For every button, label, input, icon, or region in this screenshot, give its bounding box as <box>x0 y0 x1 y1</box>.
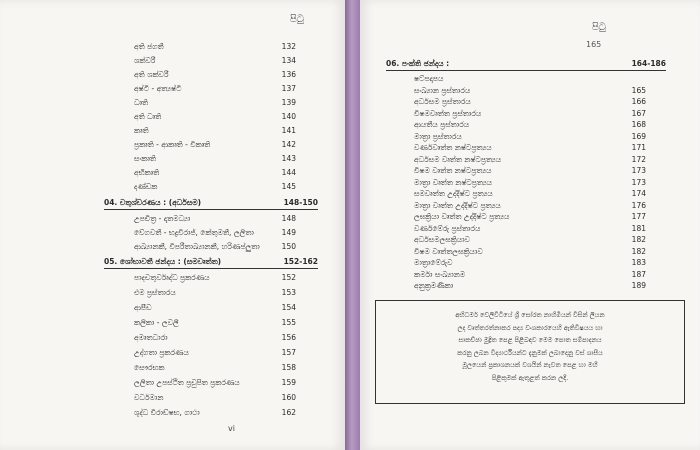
toc-entry-page: 143 <box>281 154 296 163</box>
toc-entry-page: 166 <box>631 97 646 106</box>
toc-entry <box>134 301 296 314</box>
toc-entry <box>414 279 646 292</box>
toc-entry-page: 148 <box>281 214 296 223</box>
toc-entry <box>134 271 296 284</box>
toc-entry-page: 160 <box>281 393 296 402</box>
toc-entry <box>134 286 296 299</box>
toc-entry <box>134 110 296 123</box>
toc-entry-page: 156 <box>281 333 296 342</box>
toc-entry-page: 189 <box>631 281 646 290</box>
toc-entry <box>134 40 296 53</box>
toc-entry-page: 149 <box>281 228 296 237</box>
toc-entry-title: මාත්‍රා වෘත්ත උද්දිෂ්ට ප්‍රත්‍යය <box>414 200 501 210</box>
right-page-number: 165 <box>586 40 602 49</box>
toc-entry-page: 187 <box>631 269 646 279</box>
toc-entry-page: 181 <box>631 223 646 233</box>
toc-entry <box>134 240 296 253</box>
toc-entry-title: අති ජගතී <box>134 42 164 51</box>
toc-entry-title: උද්ගතා ප්‍රකරණය <box>134 348 189 357</box>
section-06-underline <box>386 70 666 71</box>
toc-entry <box>134 54 296 67</box>
toc-entry-title: අති ධෘති <box>134 112 162 121</box>
section-heading-05 <box>104 255 318 268</box>
toc-entry <box>134 82 296 95</box>
toc-entry-page: 145 <box>281 182 296 191</box>
toc-entry-title: උපචිත්‍ර - දෘතමධ්‍යා <box>134 214 191 223</box>
toc-entry-title: විෂම වෘත්තලඝක්‍රියාව <box>414 246 483 256</box>
toc-entry-title: ආපීඩ <box>134 303 152 312</box>
toc-entry-title: අනුක්‍රමණිකා <box>414 281 454 290</box>
note-line: පිළිකුමක් ඇතුළත් කරන ලදී. <box>491 373 569 382</box>
toc-entry-title: අභිකෘති <box>134 168 160 177</box>
toc-entry-page: 159 <box>281 378 296 387</box>
right-page-header: පිටු <box>592 22 606 33</box>
toc-entry <box>134 68 296 81</box>
toc-entry <box>134 316 296 329</box>
toc-entry <box>134 152 296 165</box>
toc-entry-page: 150 <box>281 242 296 251</box>
toc-entry <box>134 391 296 404</box>
section-heading-04 <box>104 196 318 209</box>
toc-entry <box>134 124 296 137</box>
toc-entry <box>134 406 296 419</box>
toc-entry-title: පාදචතුර්වෘද්ධ ප්‍රකරණය <box>134 273 210 282</box>
toc-entry-title: ශක්වරී <box>134 56 156 65</box>
toc-entry <box>134 376 296 389</box>
toc-entry-title: අර්ධසම වෘත්ත නෂ්ටප්‍රත්‍යය <box>414 154 502 164</box>
toc-entry-page: 162 <box>281 408 296 417</box>
toc-entry-title: ෂට්පදාපය <box>414 74 444 83</box>
toc-entry <box>134 331 296 344</box>
toc-entry-page: 176 <box>631 200 646 210</box>
toc-entry <box>134 180 296 193</box>
section-heading-04-page: 148-150 <box>283 198 318 207</box>
toc-entry <box>134 138 296 151</box>
toc-entry-title: සමවෘත්ත උද්දිෂ්ට ප්‍රත්‍යය <box>414 189 493 198</box>
toc-entry-page: 132 <box>281 42 296 51</box>
toc-entry-title: විෂම වෘත්ත නෂ්ටප්‍රත්‍යය <box>414 166 492 175</box>
toc-entry-page: 142 <box>281 140 296 149</box>
toc-entry <box>134 96 296 109</box>
note-line: සාකච්ඡා මුද්‍රිත පෙළ පිළිබඳව මෙම පොත සම්පාදනය <box>458 336 602 344</box>
toc-entry-page: 183 <box>631 258 646 267</box>
left-page <box>0 0 345 450</box>
toc-entry-page: 158 <box>281 363 296 372</box>
note-line: අභිධර්ම වෙලිවිටියේ ශ්‍රී සෝරත නාහිමියන් විසින් ලියන <box>455 311 605 319</box>
section-heading-06 <box>386 57 666 70</box>
note-line: ලද වෘත්තරත්නාකර පද්‍ය වංශකාරයෙහි ඇතිවිෂයය හා <box>457 323 603 332</box>
toc-entry-page: 136 <box>281 70 296 79</box>
toc-entry-page: 177 <box>631 212 646 221</box>
toc-entry-page: 167 <box>631 108 646 118</box>
toc-entry-title: අර්ධසම ප්‍රස්තාරය <box>414 97 471 106</box>
note-box <box>375 300 685 404</box>
section-heading-05-title: 05. ශෝභාවතී ඡන්දය : (සමවෘත්ත) <box>104 257 222 266</box>
toc-entry-title: මාත්‍රා ප්‍රස්තාරය <box>414 131 462 141</box>
section-heading-04-title: 04. චතුශ්චරණය : (අර්ධසම) <box>104 198 202 207</box>
toc-entry-title: ලලිතා උපස්ථිත ප්‍රචුපිත ප්‍රකරණය <box>134 378 240 387</box>
toc-entry-page: 144 <box>281 168 296 177</box>
toc-entry-title: සංඛ්‍යාන ප්‍රස්තාරය <box>414 85 471 95</box>
toc-entry-title: සංකෘති <box>134 154 156 163</box>
toc-entry-page: 157 <box>281 348 296 357</box>
note-line: කරනු ලබන විද්‍යාර්ථීයන්ට දැනුමක් ලබාදෙනු වස් ශාසීය <box>457 348 603 357</box>
toc-entry-title: සෞරභක <box>134 363 165 372</box>
toc-entry <box>134 226 296 239</box>
toc-entry-page: 171 <box>631 143 646 152</box>
toc-entry-page: 169 <box>631 131 646 141</box>
toc-entry-page: 139 <box>281 98 296 107</box>
toc-entry-title: විෂමවෘත්ත ප්‍රස්තාරය <box>414 108 482 118</box>
left-page-header: පිටු <box>290 14 304 25</box>
toc-entry-title: මාත්‍රාමේරුව <box>414 258 453 267</box>
toc-entry-page: 173 <box>631 166 646 175</box>
toc-entry-page: 182 <box>631 246 646 256</box>
toc-entry-page: 168 <box>631 120 646 129</box>
toc-entry-title: ආඛ්‍යානකී, විපරීතාඛ්‍යානකී, හරිණප්ලුතා <box>134 242 260 251</box>
toc-entry-title: කර්මා සංඛ්‍යානම <box>414 269 466 279</box>
toc-entry-page: 154 <box>281 303 296 312</box>
toc-entry-page: 134 <box>281 56 296 65</box>
toc-entry-title: ලඝක්‍රියා වෘත්ත උද්දිෂ්ට ප්‍රත්‍යය <box>414 212 510 221</box>
note-text <box>386 309 674 384</box>
toc-entry-title: කෘති <box>134 126 149 135</box>
toc-entry-title: අෂ්ටි - අත්‍යෂ්ටි <box>134 84 182 93</box>
toc-entry-page: 165 <box>631 85 646 95</box>
toc-entry-title: කලිකා - ලවලී <box>134 318 179 327</box>
toc-entry-title: ධෘති <box>134 98 149 107</box>
toc-entry-page: 172 <box>631 154 646 164</box>
toc-entry-page: 140 <box>281 112 296 121</box>
toc-entry <box>134 346 296 359</box>
toc-entry <box>134 212 296 225</box>
toc-entry-title: වේගවතී - භද්‍රවිරාජ්, කේතුමතී, ලලිතා <box>134 228 254 237</box>
toc-entry-page: 155 <box>281 318 296 327</box>
left-page-footer: vi <box>228 424 235 433</box>
toc-entry-title: වර්ණමේරු ප්‍රස්තාරය <box>414 223 481 233</box>
toc-entry-title: අති ශක්වරී <box>134 70 169 79</box>
toc-entry-page: 137 <box>281 84 296 93</box>
toc-entry-page: 182 <box>631 235 646 244</box>
toc-entry-title: අර්ධසමලඝක්‍රියාව <box>414 235 470 244</box>
toc-entry-title: ප්‍රකෘති - ආකෘති - විකෘති <box>134 140 211 149</box>
toc-entry-title: දණ්ඩක <box>134 182 158 191</box>
toc-entry <box>134 361 296 374</box>
toc-entry-title: එම ප්‍රස්තාරය <box>134 288 176 297</box>
toc-entry-page: 141 <box>281 126 296 135</box>
toc-entry <box>134 166 296 179</box>
toc-entry-title: අමෘතධාරා <box>134 333 168 342</box>
toc-entry-title: මාත්‍රා වෘත්ත නෂ්ටප්‍රත්‍යය <box>414 177 493 187</box>
toc-entry-title: වර්ධමාන <box>134 393 164 402</box>
toc-entry-page: 174 <box>631 189 646 198</box>
book-spine <box>345 0 360 450</box>
toc-entry-title: ශුද්ධ විරාඩ්ෂභ, ගාථා <box>134 408 200 417</box>
toc-entry-page: 173 <box>631 177 646 187</box>
section-heading-05-page: 152-162 <box>283 257 318 266</box>
toc-entry-page: 152 <box>281 273 296 282</box>
toc-entry-title: වර්ණවෘත්ත නෂ්ටප්‍රත්‍යය <box>414 143 492 152</box>
toc-entry-page: 153 <box>281 288 296 297</box>
section-heading-06-page: 164-186 <box>631 59 666 68</box>
section-04-underline <box>104 209 318 210</box>
section-heading-06-title: 06. පංක්ති ඡන්දය : <box>386 59 450 68</box>
toc-entry-title: ආයතීය ප්‍රස්තාරය <box>414 120 470 129</box>
note-line: මූලයෙන් ප්‍රකාශනයක් වශයින් නැවත පෙළ හා මහී <box>462 361 598 369</box>
section-05-underline <box>104 268 318 269</box>
